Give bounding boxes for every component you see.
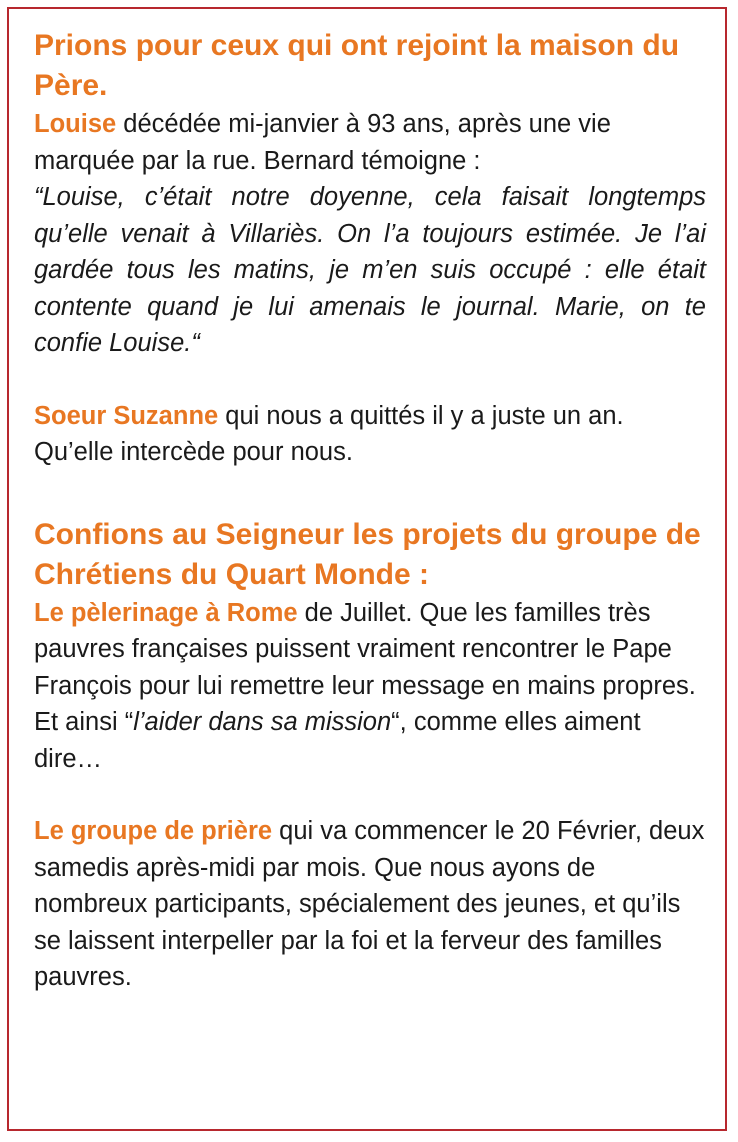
name-rome-pilgrimage: Le pèlerinage à Rome (34, 598, 298, 627)
paragraph-louise (34, 106, 706, 179)
spacer (34, 362, 706, 398)
text-prayer-group: qui va commencer le 20 Février, deux samedis après-midi par mois. Que nous ayons de nombreux participants, spécialement des jeunes, et qu’ils se laissent interpeller par la foi et la ferveur des familles pauvres. (34, 817, 705, 991)
text-rome-after: “, comme elles aiment dire… (34, 708, 641, 773)
text-rome-before: de Juillet. Que les familles très pauvres françaises puissent vraiment rencontrer le Pape François pour lui remettre leur message en mains propres. Et ainsi “ (34, 598, 696, 736)
paragraph-suzanne (34, 398, 706, 471)
section-heading-deceased: Prions pour ceux qui ont rejoint la maison du Père. (34, 29, 680, 102)
section-heading-projects: Confions au Seigneur les projets du groupe de Chrétiens du Quart Monde : (34, 517, 701, 591)
name-suzanne: Soeur Suzanne (34, 401, 219, 430)
paragraph-rome (34, 595, 706, 778)
text-rome-italic: l’aider dans sa mission (133, 708, 392, 736)
name-prayer-group: Le groupe de prière (34, 817, 273, 845)
name-louise: Louise (34, 110, 117, 138)
text-suzanne: qui nous a quittés il y a juste un an. Qu’elle intercède pour nous. (34, 401, 624, 466)
quote-bernard: “Louise, c’était notre doyenne, cela faisait longtemps qu’elle venait à Villariès. On l’a toujours estimée. Je l’ai gardée tous les matins, je m’en suis occupé : elle était contente quand je lui amenais le journal. Marie, on te confie Louise.“ (34, 183, 706, 357)
text-louise: décédée mi-janvier à 93 ans, après une vie marquée par la rue. Bernard témoigne : (34, 110, 611, 175)
spacer (34, 471, 706, 515)
spacer (34, 777, 706, 813)
paragraph-prayer-group (34, 813, 706, 996)
prayer-intentions-document (34, 26, 706, 996)
